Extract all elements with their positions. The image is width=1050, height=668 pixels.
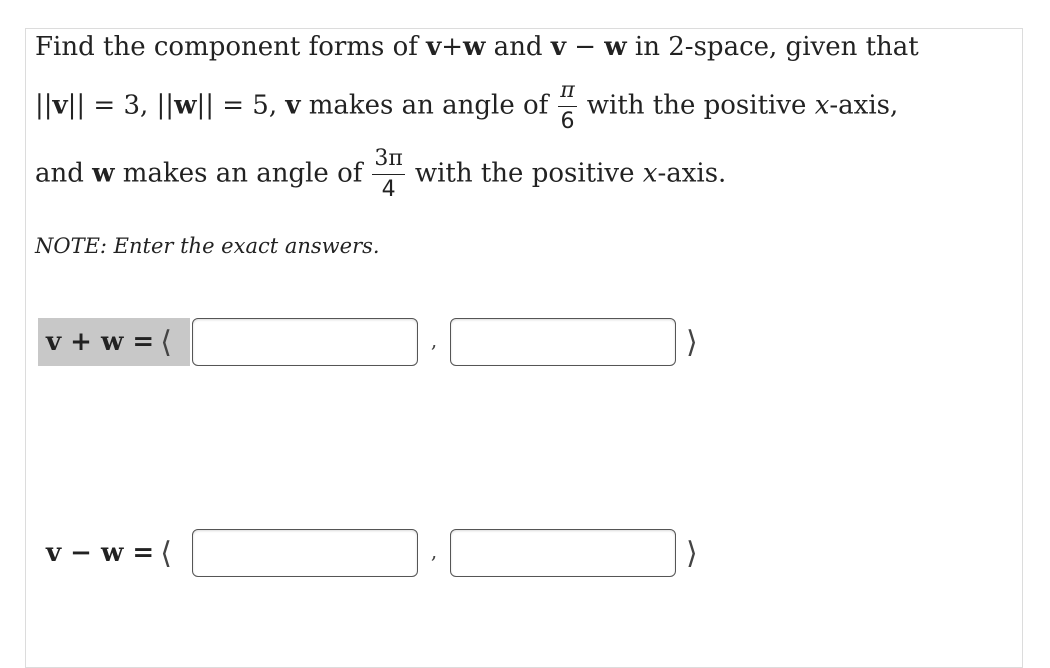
fraction-3pi-over-4 [372,146,404,203]
vector-w: w [92,158,115,189]
frac-denominator: 6 [560,109,575,134]
comma-separator: , [430,539,438,563]
text: -axis. [657,158,727,189]
diff-x-input[interactable] [192,529,418,577]
sum-label [38,318,190,366]
minus-sign: − [565,32,605,62]
diff-label-text: v − w = [46,538,155,568]
sum-y-input[interactable] [450,318,676,366]
problem-line-1 [35,32,919,62]
close-angle-bracket: ⟩ [686,324,698,360]
vector-v: v [52,90,68,121]
x-variable: x [642,158,658,189]
frac-numerator: π [560,78,575,103]
vector-v: v [426,32,442,62]
vector-w: w [463,32,486,62]
sum-x-input[interactable] [192,318,418,366]
problem-line-3 [35,146,726,203]
text: in 2-space, given that [626,32,919,62]
text: and [485,32,551,62]
diff-y-input[interactable] [450,529,676,577]
open-angle-bracket: ⟨ [160,535,172,571]
x-variable: x [814,90,830,121]
fraction-pi-over-6 [558,78,576,135]
text: and [35,158,93,189]
vector-w: w [174,90,197,121]
frac-denominator: 4 [381,177,396,202]
text: -axis, [829,90,899,121]
plus-sign: + [441,32,464,62]
vector-v: v [285,90,301,121]
sum-label-text: v + w = [46,327,155,357]
norm-open: || [35,90,53,121]
text: with the positive [586,90,815,121]
vector-v: v [550,32,566,62]
problem-line-2 [35,78,898,135]
diff-answer-row [38,529,698,577]
open-angle-bracket: ⟨ [160,324,172,360]
frac-numerator: 3π [374,146,403,171]
vector-w: w [604,32,627,62]
norm-v-value: || = 3, || [67,90,175,121]
fraction-bar [558,106,576,107]
text: with the positive [414,158,643,189]
comma-separator: , [430,328,438,352]
fraction-bar [372,174,404,175]
text: Find the component forms of [35,32,427,62]
text: makes an angle of [300,90,549,121]
diff-label [38,529,190,577]
norm-w-value: || = 5, [196,90,286,121]
sum-answer-row [38,318,698,366]
close-angle-bracket: ⟩ [686,535,698,571]
text: makes an angle of [114,158,363,189]
note-text: NOTE: Enter the exact answers. [35,234,380,258]
